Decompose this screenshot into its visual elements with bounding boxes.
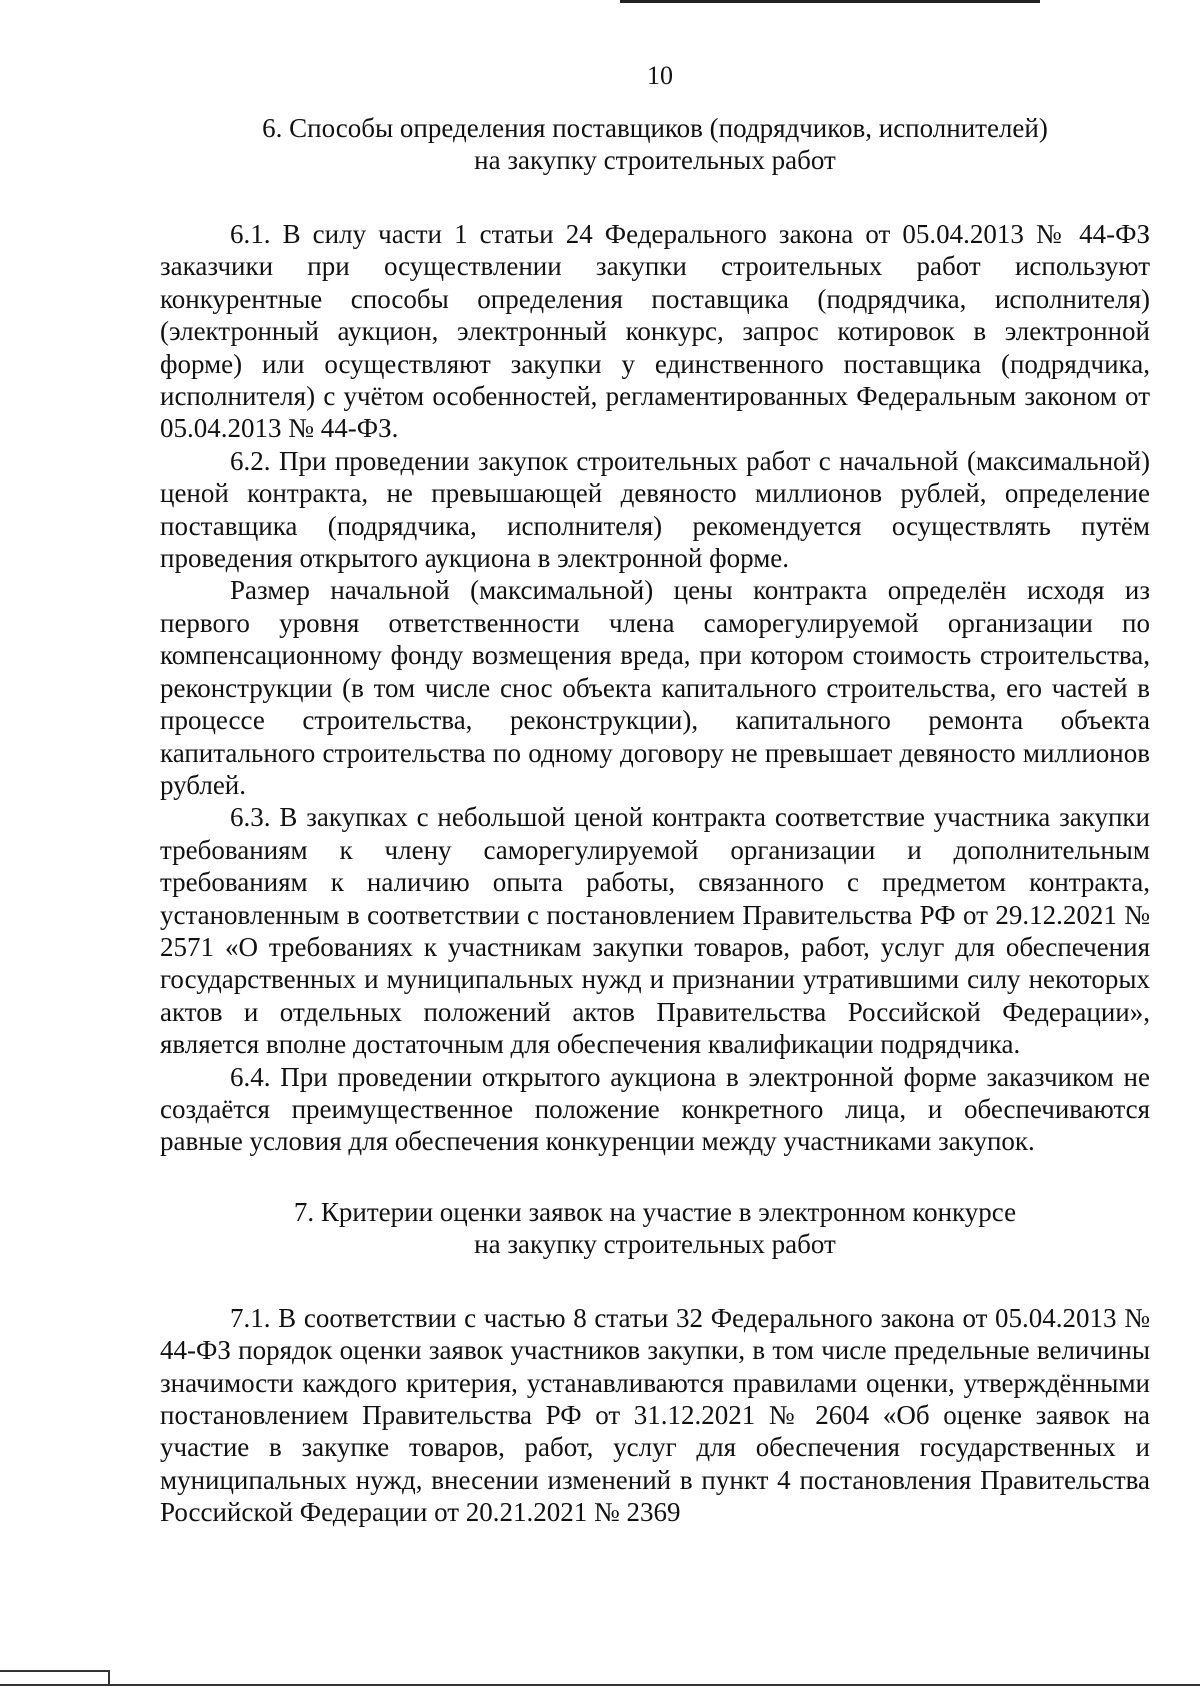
scan-border-corner (0, 1670, 110, 1684)
section-6-heading (160, 112, 1150, 176)
section-7-title-line-2: на закупку строительных работ (474, 1228, 836, 1259)
scan-border-bottom (0, 1684, 1200, 1686)
section-6-body (160, 218, 1150, 1158)
section-7-heading (160, 1196, 1150, 1260)
scan-border-top (620, 0, 1040, 3)
paragraph-6-3: 6.3. В закупках с небольшой ценой контракта соответствие участника закупки требованиям к члену саморегулируемой организации и дополнительным требованиям к наличию опыта работы, связанного с предметом контракта, установленным в соответствии с постановлением Правительства РФ от 29.12.2021 № 2571 «О требованиях к участникам закупки товаров, работ, услуг для обеспечения государственных и муниципальных нужд и признании утратившими силу некоторых актов и отдельных положений актов Правительства Российской Федерации», является вполне достаточным для обеспечения квалификации подрядчика. (160, 802, 1150, 1060)
section-7-body (160, 1302, 1150, 1529)
page-number: 10 (647, 61, 673, 90)
paragraph-6-1: 6.1. В силу части 1 статьи 24 Федерального закона от 05.04.2013 № 44-ФЗ заказчики при осуществлении закупки строительных работ используют конкурентные способы определения поставщика (подрядчика, исполнителя) (электронный аукцион, электронный конкурс, запрос котировок в электронной форме) или осуществляют закупки у единственного поставщика (подрядчика, исполнителя) с учётом особенностей, регламентированных Федеральным законом от 05.04.2013 № 44-ФЗ. (160, 219, 1150, 444)
paragraph-6-2-continued: Размер начальной (максимальной) цены контракта определён исходя из первого уровня ответственности члена саморегулируемой организации по компенсационному фонду возмещения вреда, при котором стоимость строительства, реконструкции (в том числе снос объекта капитального строительства, его частей в процессе строительства, реконструкции), капитального ремонта объекта капитального строительства по одному договору не превышает девяносто миллионов рублей. (160, 575, 1150, 800)
document-page (160, 60, 1150, 1529)
paragraph-6-4: 6.4. При проведении открытого аукциона в электронной форме заказчиком не создаётся преимущественное положение конкретного лица, и обеспечиваются равные условия для обеспечения конкуренции между участниками закупок. (160, 1061, 1150, 1157)
paragraph-6-2: 6.2. При проведении закупок строительных работ с начальной (максимальной) ценой контракта, не превышающей девяносто миллионов рублей, определение поставщика (подрядчика, исполнителя) рекомендуется осуществлять путём проведения открытого аукциона в электронной форме. (160, 445, 1150, 574)
section-7-title-line-1: 7. Критерии оценки заявок на участие в электронном конкурсе (293, 1196, 1017, 1227)
section-6-title-line-2: на закупку строительных работ (474, 145, 836, 175)
section-6-title-line-1: 6. Способы определения поставщиков (подрядчиков, исполнителей) (262, 113, 1048, 143)
paragraph-7-1: 7.1. В соответствии с частью 8 статьи 32 Федерального закона от 05.04.2013 № 44-ФЗ порядок оценки заявок участников закупки, в том числе предельные величины значимости каждого критерия, устанавливаются правилами оценки, утверждёнными постановлением Правительства РФ от 31.12.2021 № 2604 «Об оценке заявок на участие в закупке товаров, работ, услуг для обеспечения государственных и муниципальных нужд, внесении изменений в пункт 4 постановления Правительства Российской Федерации от 20.21.2021 № 2369 (160, 1302, 1150, 1528)
